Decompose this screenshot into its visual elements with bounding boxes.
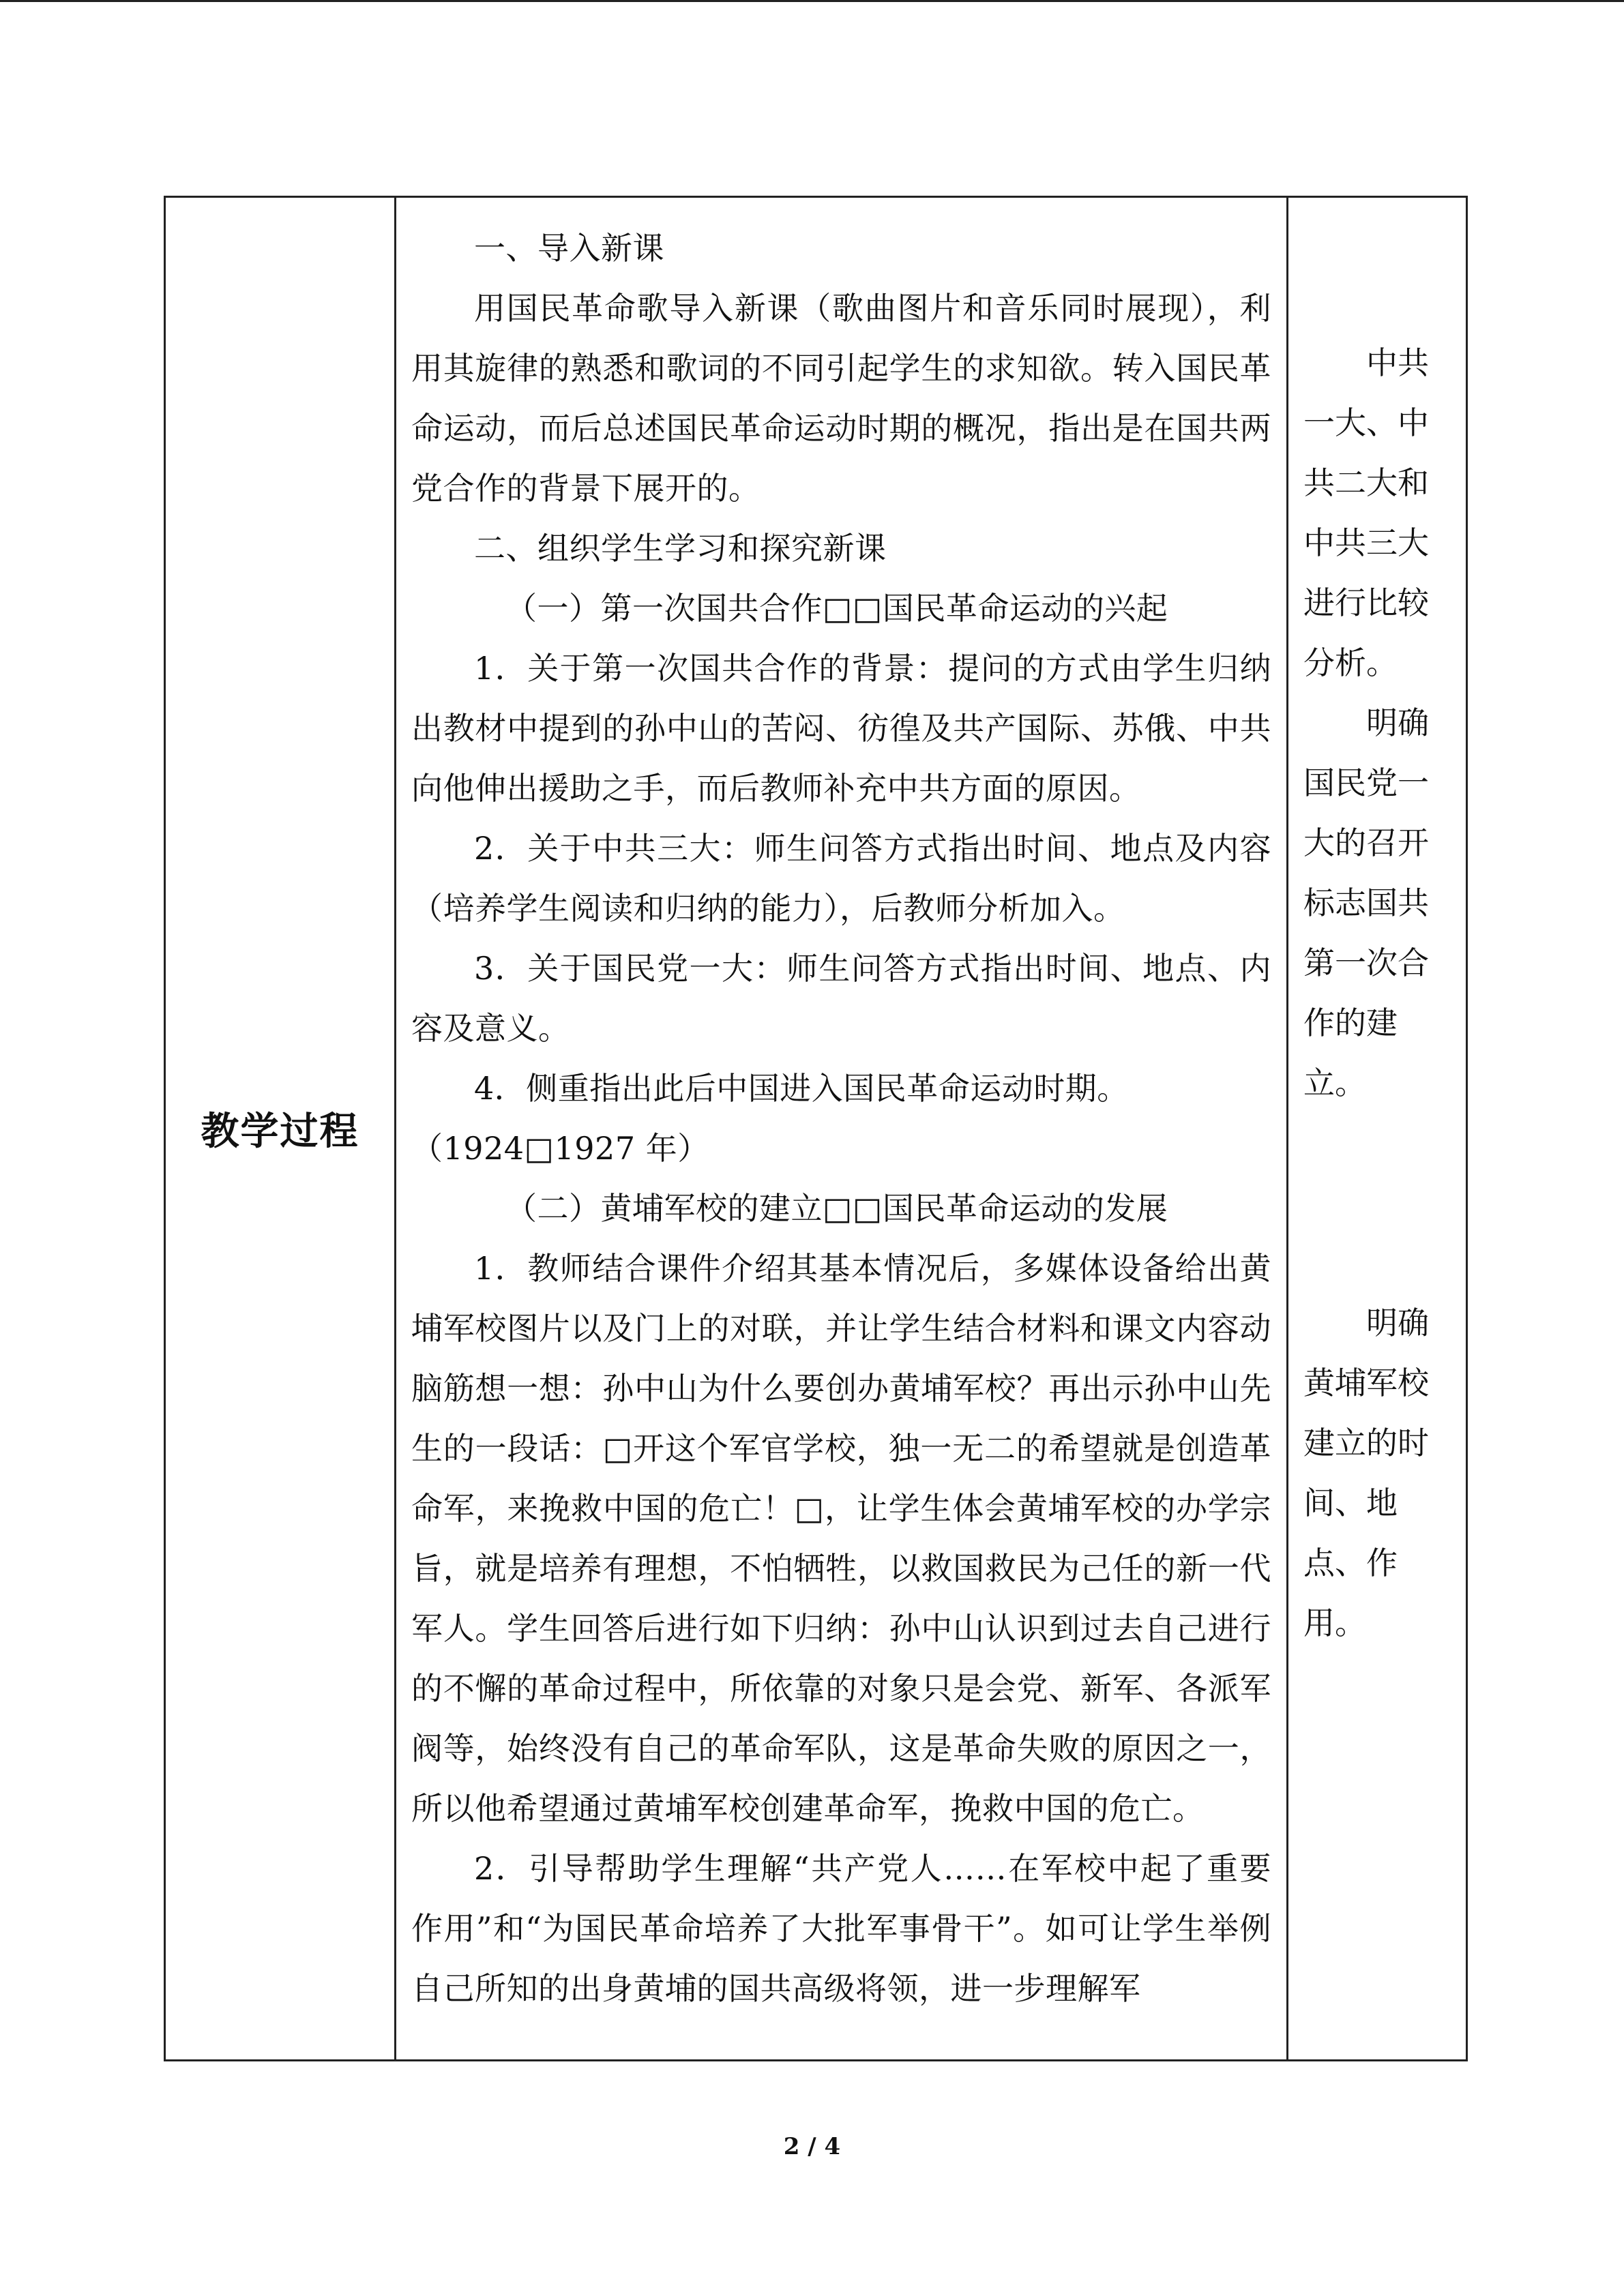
teaching-content-cell — [396, 197, 1288, 2061]
subheading-first-cooperation: （一）第一次国共合作□□国民革命运动的兴起 — [505, 590, 1168, 627]
paragraph: 2．关于中共三大：师生问答方式指出时间、地点及内容（培养学生阅读和归纳的能力），后教师分析加入。 — [411, 830, 1271, 927]
note-whampoa: 明确黄埔军校建立的时间、地点、作用。 — [1303, 1304, 1429, 1641]
teaching-content — [396, 198, 1286, 2059]
paragraph: 1．关于第一次国共合作的背景：提问的方式由学生归纳出教材中提到的孙中山的苦闷、彷徨及共产国际、苏俄、中共向他伸出援助之手，而后教师补充中共方面的原因。 — [411, 650, 1271, 807]
heading-intro: 一、导入新课 — [474, 230, 664, 267]
notes-cell — [1288, 197, 1467, 2061]
table-row — [165, 197, 1467, 2061]
note-comparison: 中共一大、中共二大和中共三大进行比较分析。 — [1303, 344, 1429, 681]
subheading-whampoa: （二）黄埔军校的建立□□国民革命运动的发展 — [505, 1190, 1168, 1227]
notes — [1288, 198, 1466, 1653]
paragraph-years: （1924□1927 年） — [411, 1130, 709, 1167]
section-label-cell — [165, 197, 396, 2061]
paragraph: 1．教师结合课件介绍其基本情况后，多媒体设备给出黄埔军校图片以及门上的对联，并让学生结合材料和课文内容动脑筋想一想：孙中山为什么要创办黄埔军校？再出示孙中山先生的一段话：□开这个军官学校，独一无二的希望就是创造革命军，来挽救中国的危亡！□，让学生体会黄埔军校的办学宗旨，就是培养有理想，不怕牺牲，以救国救民为己任的新一代军人。学生回答后进行如下归纳：孙中山认识到过去自己进行的不懈的革命过程中，所依靠的对象只是会党、新军、各派军阀等，始终没有自己的革命军队，这是革命失败的原因之一，所以他希望通过黄埔军校创建革命军，挽救中国的危亡。 — [411, 1250, 1271, 1827]
page-number: 2 / 4 — [783, 2133, 841, 2160]
paragraph: 4．侧重指出此后中国进入国民革命运动时期。 — [474, 1070, 1129, 1107]
paragraph: 3．关于国民党一大：师生问答方式指出时间、地点、内容及意义。 — [411, 950, 1271, 1047]
section-label: 教学过程 — [201, 1109, 359, 1154]
note-kmt-congress: 明确国民党一大的召开标志国共第一次合作的建立。 — [1303, 704, 1429, 1101]
paragraph: 2．引导帮助学生理解“共产党人……在军校中起了重要作用”和“为国民革命培养了大批军事骨干”。如可让学生举例自己所知的出身黄埔的国共高级将领，进一步理解军 — [411, 1850, 1271, 2007]
paragraph: 用国民革命歌导入新课（歌曲图片和音乐同时展现），利用其旋律的熟悉和歌词的不同引起学生的求知欲。转入国民革命运动，而后总述国民革命运动时期的概况，指出是在国共两党合作的背景下展开的。 — [411, 290, 1271, 507]
heading-new-lesson: 二、组织学生学习和探究新课 — [474, 530, 887, 567]
lesson-plan-table — [164, 196, 1468, 2061]
